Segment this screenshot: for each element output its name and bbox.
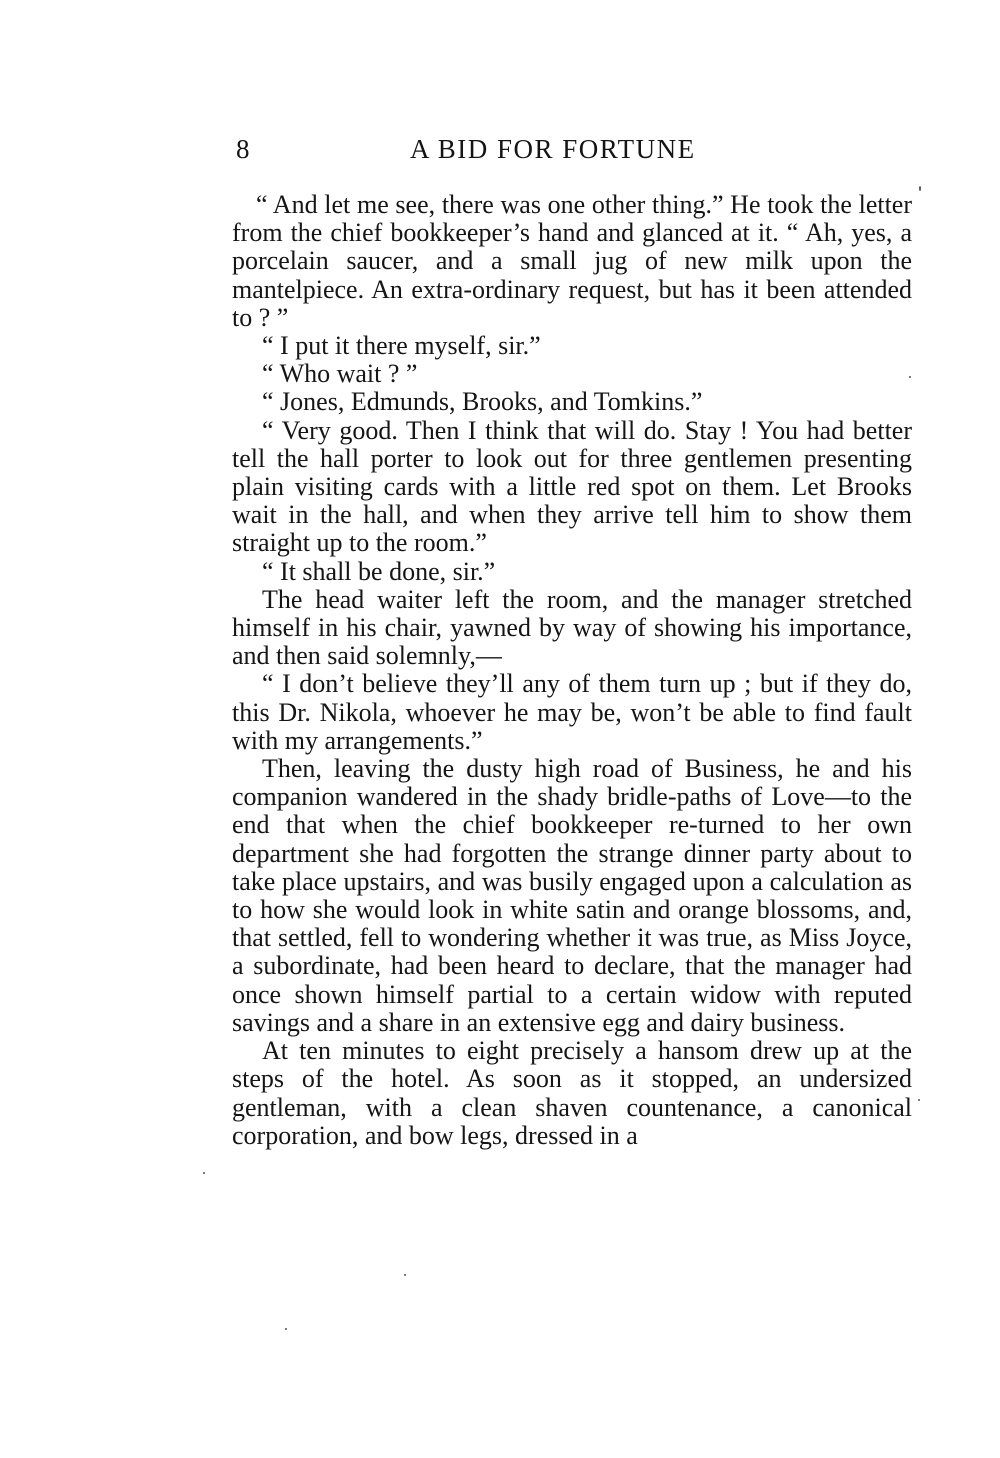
print-speck <box>918 1099 920 1101</box>
paragraph: Then, leaving the dusty high road of Business, he and his companion wandered in the shady bridle-paths of Love—to the end that when the chief bookkeeper re-turned to her own department she had forgotten the strange dinner party about to take place upstairs, and was busily engaged upon a calculation as to how she would look in white satin and orange blossoms, and, that settled, fell to wondering whether it was true, as Miss Joyce, a subordinate, had been heard to declare, that the manager had once shown himself partial to a certain widow with reputed savings and a share in an extensive egg and dairy business. <box>232 754 912 1037</box>
paragraph: “ I don’t believe they’ll any of them turn up ; but if they do, this Dr. Nikola, whoever he may be, won’t be able to find fault with my arrangements.” <box>232 669 912 755</box>
paragraph: “ It shall be done, sir.” <box>262 556 496 586</box>
print-speck <box>909 376 911 378</box>
print-speck <box>919 186 921 191</box>
print-speck <box>285 1328 287 1330</box>
page-number: 8 <box>236 134 251 164</box>
print-speck <box>203 1172 205 1174</box>
paragraph: At ten minutes to eight precisely a hansom drew up at the steps of the hotel. As soon as it stopped, an undersized gentleman, with a clean shaven countenance, a canonical corporation, and bow legs, dressed in a <box>232 1036 912 1150</box>
print-speck <box>404 1274 406 1276</box>
paragraph: “ Very good. Then I think that will do. Stay ! You had better tell the hall porter to look out for three gentlemen presenting plain visiting cards with a little red spot on them. Let Brooks wait in the hall, and when they arrive tell him to show them straight up to the room.” <box>232 415 912 558</box>
body-text <box>232 191 912 1150</box>
paragraph: “ I put it there myself, sir.” <box>262 331 541 361</box>
paragraph: “ Jones, Edmunds, Brooks, and Tomkins.” <box>262 387 703 417</box>
page-header <box>232 134 912 174</box>
paragraph: “ And let me see, there was one other thing.” He took the letter from the chief bookkeeper’s hand and glanced at it. “ Ah, yes, a porcelain saucer, and a small jug of new milk upon the mantelpiece. An extra-ordinary request, but has it been attended to ? ” <box>232 190 912 332</box>
paragraph: The head waiter left the room, and the manager stretched himself in his chair, yawned by way of showing his importance, and then said solemnly,— <box>232 584 912 671</box>
running-title: A BID FOR FORTUNE <box>410 134 696 164</box>
paragraph: “ Who wait ? ” <box>262 359 418 389</box>
